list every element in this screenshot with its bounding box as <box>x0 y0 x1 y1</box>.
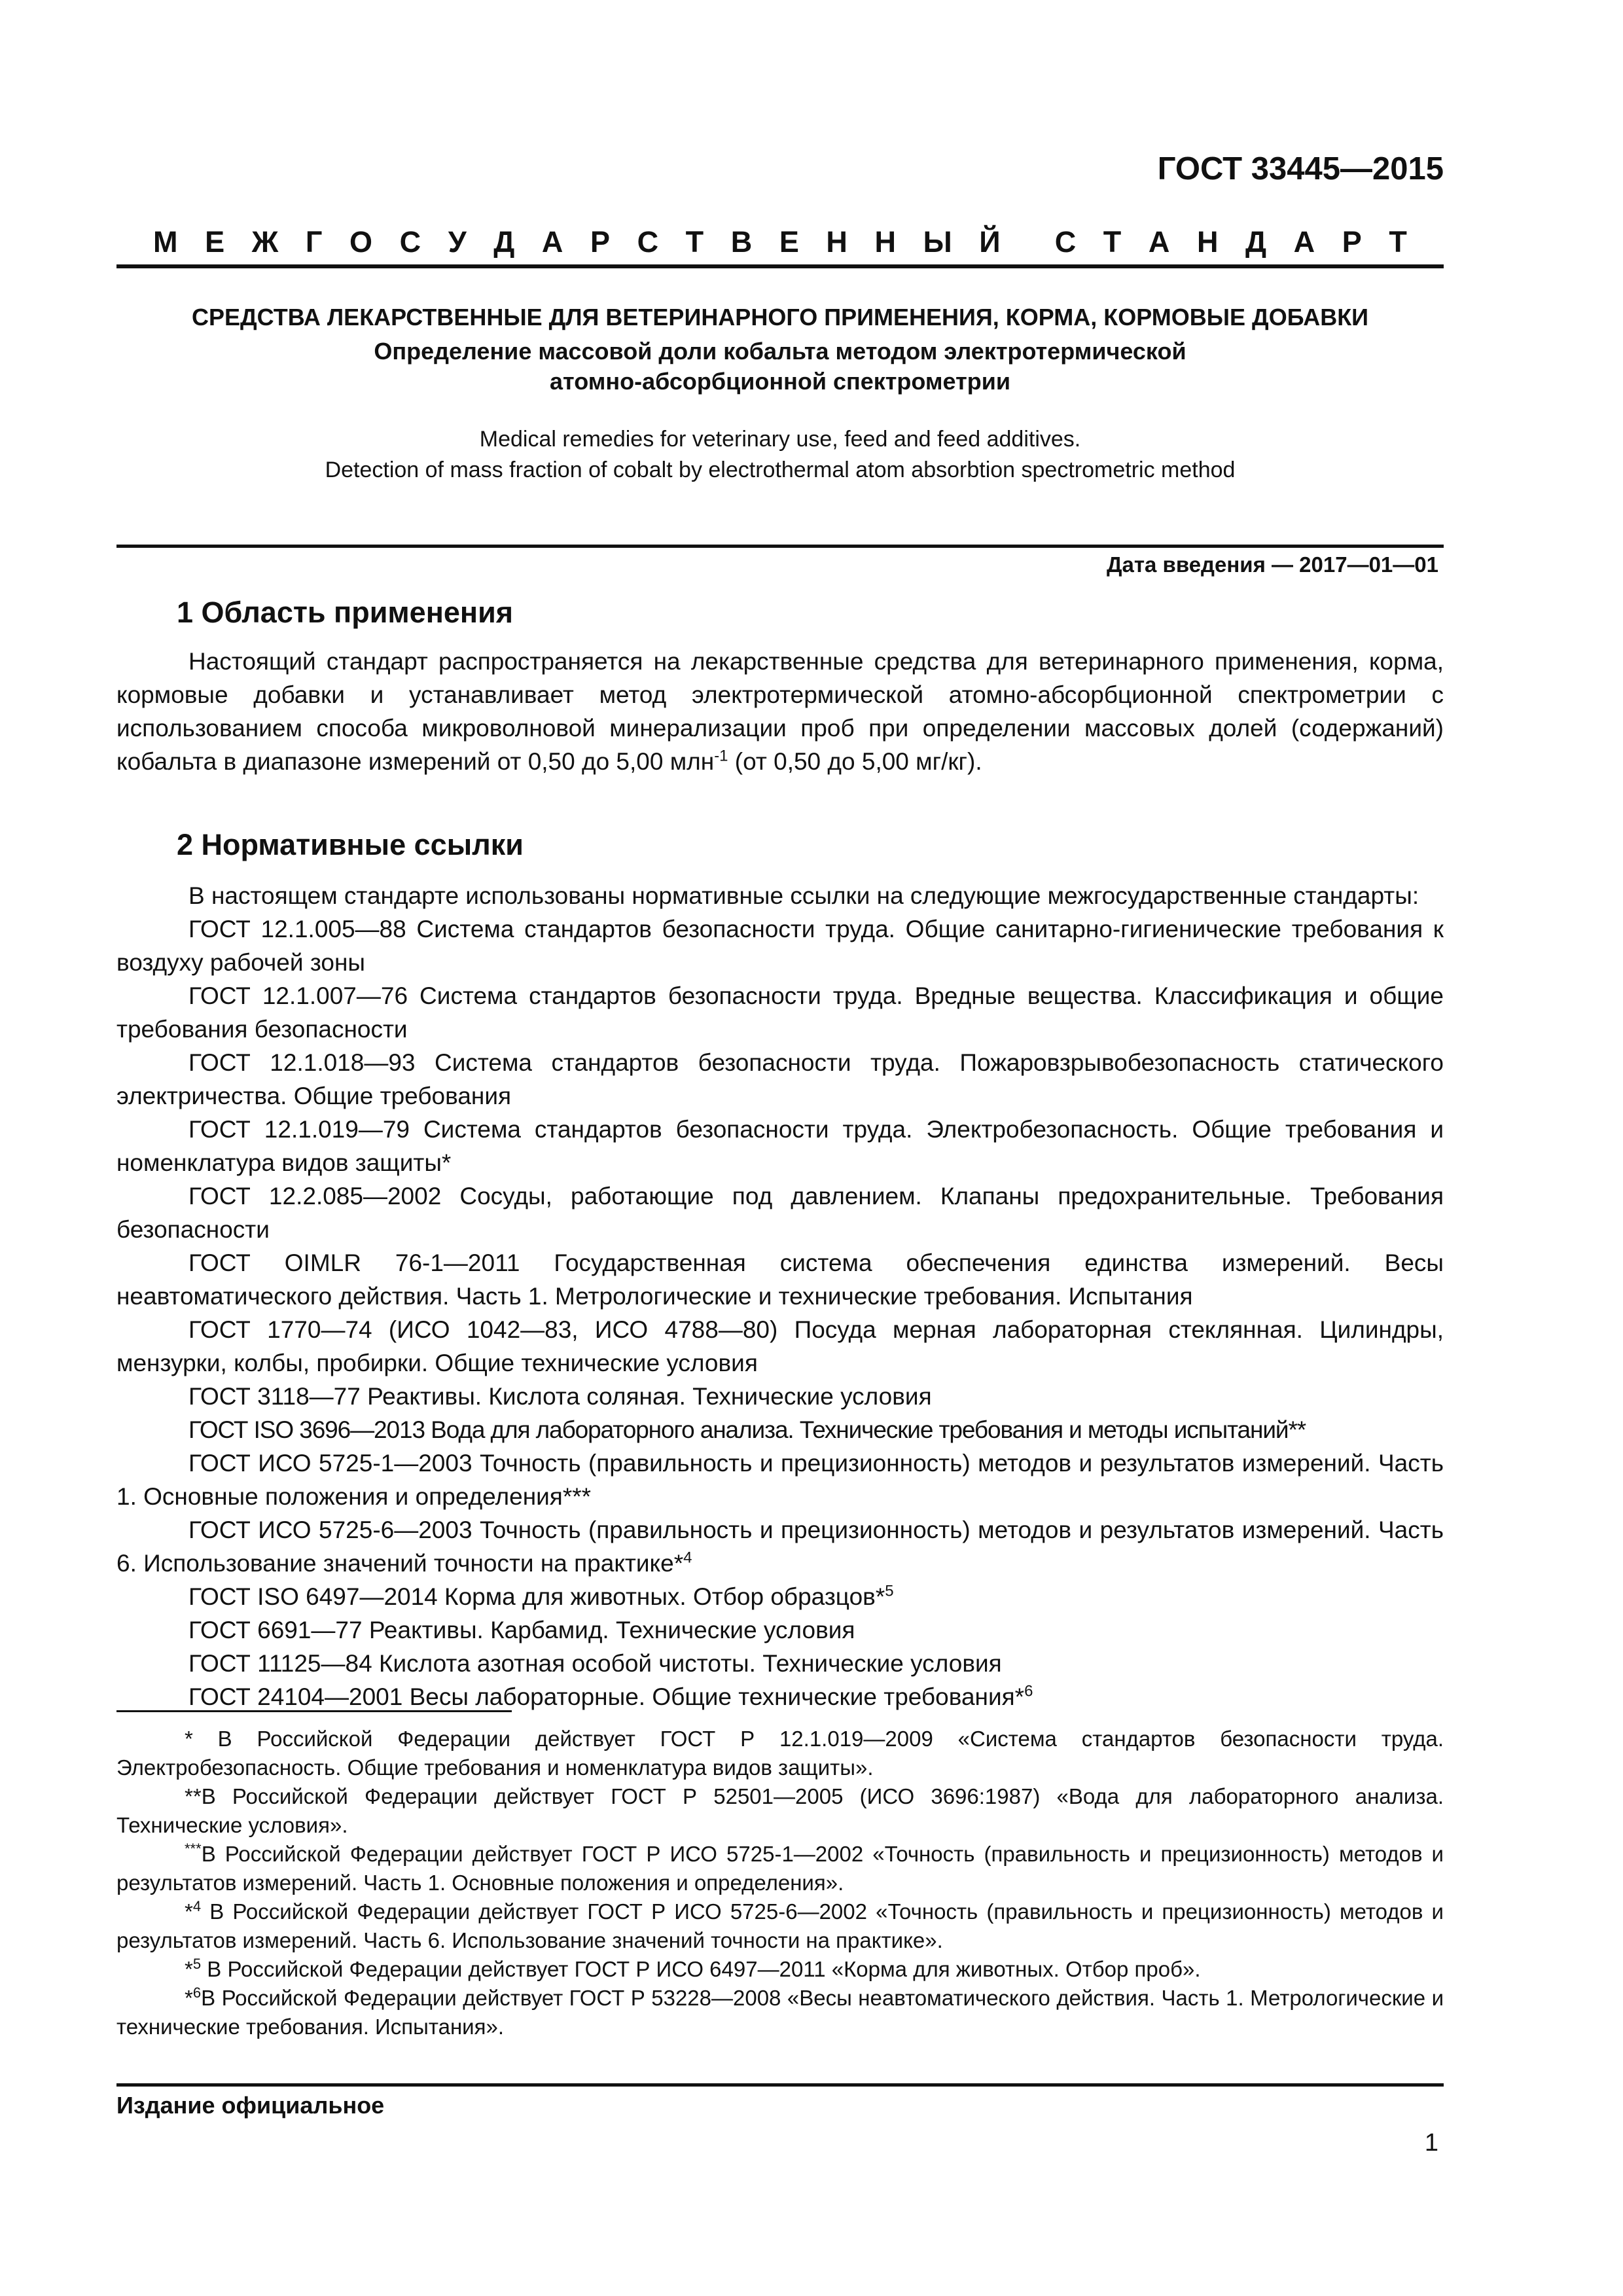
reference-item <box>116 1446 1444 1513</box>
reference-item <box>116 1113 1444 1179</box>
unit-exponent: -1 <box>714 747 728 765</box>
footnote-marker-superscript: 4 <box>192 1898 202 1914</box>
section-2-heading: 2 Нормативные ссылки <box>177 828 524 861</box>
footnote-marker: * <box>185 1957 193 1981</box>
footnotes <box>116 1725 1444 2041</box>
reference-item <box>116 1246 1444 1313</box>
reference-item <box>116 1613 1444 1647</box>
header-rule <box>116 264 1444 268</box>
standard-type-letter: С <box>399 225 421 259</box>
scope-text: Настоящий стандарт распространяется на лекарственные средства для ветеринарного применения, корма, кормовые добавки и устанавливает метод электротермической атомно-абсорбционной спектрометрии с использованием способа микроволновой минерализации проб при определении массовых долей (содержаний) кобальта в диапазоне измерений от 0,50 до 5,00 млн <box>116 648 1444 775</box>
standard-type-heading <box>116 226 1444 259</box>
reference-text: ГОСТ ISO 3696—2013 Вода для лабораторного анализа. Технические требования и методы испытаний** <box>188 1416 1306 1443</box>
reference-item <box>116 979 1444 1046</box>
document-page <box>116 0 1444 2296</box>
footnote-text: В Российской Федерации действует ГОСТ Р ИСО 5725-6—2002 «Точность (правильность и прецизионность) методов и результатов измерений. Часть 6. Использование значений точности на практике». <box>116 1899 1444 1952</box>
reference-item <box>116 1647 1444 1680</box>
reference-item <box>116 1413 1444 1446</box>
reference-item <box>116 1313 1444 1380</box>
footer-rule <box>116 2083 1444 2087</box>
reference-text: ГОСТ 1770—74 (ИСО 1042—83, ИСО 4788—80) Посуда мерная лабораторная стеклянная. Цилиндры, мензурки, колбы, пробирки. Общие технические условия <box>116 1316 1444 1376</box>
edition-label: Издание официальное <box>116 2092 385 2119</box>
section-1-heading: 1 Область применения <box>177 596 514 629</box>
standard-type-letter: М <box>153 225 178 259</box>
standard-type-letter: Т <box>685 225 704 259</box>
section-2-body <box>116 879 1444 1713</box>
document-subtitle-line-1: Определение массовой доли кобальта методом электротермической <box>374 338 1186 365</box>
footnote-marker-superscript: *** <box>185 1840 202 1857</box>
standard-type-letter: А <box>541 225 563 259</box>
footnote-item <box>116 1725 1444 1782</box>
footnote-item <box>116 1955 1444 1984</box>
reference-text: ГОСТ 12.2.085—2002 Сосуды, работающие под давлением. Клапаны предохранительные. Требования безопасности <box>116 1183 1444 1243</box>
reference-text: ГОСТ 24104—2001 Весы лабораторные. Общие технические требования* <box>188 1683 1025 1710</box>
standard-type-letter: Н <box>874 225 896 259</box>
standard-type-letter: Е <box>779 225 799 259</box>
page-number: 1 <box>1424 2129 1438 2157</box>
footnote-marker: 6 <box>1024 1682 1033 1700</box>
reference-item <box>116 1513 1444 1580</box>
title-rule <box>116 545 1444 548</box>
standard-type-letter: Й <box>979 225 1001 259</box>
reference-item <box>116 1380 1444 1413</box>
section-1-body <box>116 645 1444 778</box>
standard-type-letter: Ы <box>923 225 952 259</box>
reference-text: ГОСТ 6691—77 Реактивы. Карбамид. Технические условия <box>188 1617 855 1643</box>
reference-item <box>116 1179 1444 1246</box>
footnote-marker: * <box>185 1899 193 1924</box>
footnote-item <box>116 1782 1444 1840</box>
footnote-marker: 4 <box>683 1549 692 1567</box>
footnote-marker: * <box>185 1986 193 2010</box>
english-title-line-1: Medical remedies for veterinary use, feed and feed additives. <box>479 427 1081 452</box>
reference-text: ГОСТ 12.1.005—88 Система стандартов безопасности труда. Общие санитарно-гигиенические требования к воздуху рабочей зоны <box>116 916 1444 976</box>
footnote-text: В Российской Федерации действует ГОСТ Р ИСО 6497—2011 «Корма для животных. Отбор проб». <box>201 1957 1201 1981</box>
reference-item <box>116 1680 1444 1713</box>
standard-type-letter: Ж <box>251 225 279 259</box>
footnote-text: В Российской Федерации действует ГОСТ Р 52501—2005 (ИСО 3696:1987) «Вода для лабораторного анализа. Технические условия». <box>116 1784 1444 1837</box>
scope-paragraph <box>116 645 1444 778</box>
standard-type-letter: О <box>349 225 373 259</box>
footnote-item <box>116 1840 1444 1897</box>
reference-text: ГОСТ 11125—84 Кислота азотная особой чистоты. Технические условия <box>188 1650 1002 1677</box>
standard-type-letter: В <box>730 225 753 259</box>
footnote-item <box>116 1897 1444 1955</box>
standard-type-letter: Т <box>1389 225 1407 259</box>
reference-text: ГОСТ 12.1.019—79 Система стандартов безопасности труда. Электробезопасность. Общие требования и номенклатура видов защиты* <box>116 1116 1444 1176</box>
reference-item <box>116 1046 1444 1113</box>
reference-text: ГОСТ ИСО 5725-6—2003 Точность (правильность и прецизионность) методов и результатов измерений. Часть 6. Использование значений точности на практике* <box>116 1516 1444 1577</box>
standard-type-letter: Н <box>826 225 847 259</box>
scope-text-end: (от 0,50 до 5,00 мг/кг). <box>728 748 982 775</box>
footnote-marker: * <box>185 1727 193 1751</box>
reference-text: ГОСТ 12.1.018—93 Система стандартов безопасности труда. Пожаровзрывобезопасность статического электричества. Общие требования <box>116 1049 1444 1109</box>
standard-type-letter: Р <box>1342 225 1362 259</box>
introduction-date: Дата введения — 2017—01—01 <box>1107 552 1438 577</box>
footnote-item <box>116 1984 1444 2041</box>
reference-text: ГОСТ 12.1.007—76 Система стандартов безопасности труда. Вредные вещества. Классификация и общие требования безопасности <box>116 982 1444 1043</box>
reference-item <box>116 912 1444 979</box>
footnote-text: В Российской Федерации действует ГОСТ Р ИСО 5725-1—2002 «Точность (правильность и прецизионность) методов и результатов измерений. Часть 1. Основные положения и определения». <box>116 1842 1444 1895</box>
standard-type-letter: У <box>448 225 467 259</box>
standard-type-letter: Д <box>1245 225 1267 259</box>
standard-type-letter: Д <box>493 225 515 259</box>
footnote-marker-superscript: 5 <box>192 1956 202 1972</box>
standard-type-letter: Е <box>205 225 225 259</box>
document-subtitle-line-2: атомно-абсорбционной спектрометрии <box>550 368 1010 395</box>
reference-text: ГОСТ 3118—77 Реактивы. Кислота соляная. Технические условия <box>188 1383 932 1410</box>
standard-type-letter: Р <box>590 225 610 259</box>
reference-item <box>116 1580 1444 1613</box>
english-title-line-2: Detection of mass fraction of cobalt by electrothermal atom absorbtion spectrometric method <box>325 457 1236 482</box>
reference-text: ГОСТ OIMLR 76-1—2011 Государственная система обеспечения единства измерений. Весы неавтоматического действия. Часть 1. Метрологические и технические требования. Испытания <box>116 1249 1444 1310</box>
references-intro: В настоящем стандарте использованы нормативные ссылки на следующие межгосударственные стандарты: <box>188 882 1419 909</box>
standard-type-letter: С <box>1054 225 1077 259</box>
standard-type-letter: А <box>1148 225 1170 259</box>
standard-type-letter: Т <box>1103 225 1122 259</box>
reference-text: ГОСТ ISO 6497—2014 Корма для животных. Отбор образцов* <box>188 1583 885 1610</box>
footnote-separator <box>116 1710 512 1712</box>
reference-text: ГОСТ ИСО 5725-1—2003 Точность (правильность и прецизионность) методов и результатов измерений. Часть 1. Основные положения и определения*** <box>116 1450 1444 1510</box>
footnote-marker-superscript: 6 <box>192 1984 202 2001</box>
standard-type-letter: С <box>637 225 659 259</box>
footnote-marker: ** <box>185 1784 202 1808</box>
standard-type-letter: Г <box>305 225 323 259</box>
standard-type-letter: Н <box>1196 225 1219 259</box>
footnote-text: В Российской Федерации действует ГОСТ Р 12.1.019—2009 «Система стандартов безопасности труда. Электробезопасность. Общие требования и номенклатура видов защиты». <box>116 1727 1444 1780</box>
document-number: ГОСТ 33445—2015 <box>1157 151 1444 187</box>
footnote-marker: 5 <box>885 1582 894 1600</box>
standard-type-letter: А <box>1293 225 1315 259</box>
document-title: СРЕДСТВА ЛЕКАРСТВЕННЫЕ ДЛЯ ВЕТЕРИНАРНОГО ПРИМЕНЕНИЯ, КОРМА, КОРМОВЫЕ ДОБАВКИ <box>191 304 1369 331</box>
footnote-text: В Российской Федерации действует ГОСТ Р 53228—2008 «Весы неавтоматического действия. Часть 1. Метрологические и технические требования. Испытания». <box>116 1986 1444 2039</box>
title-block <box>116 302 1444 486</box>
